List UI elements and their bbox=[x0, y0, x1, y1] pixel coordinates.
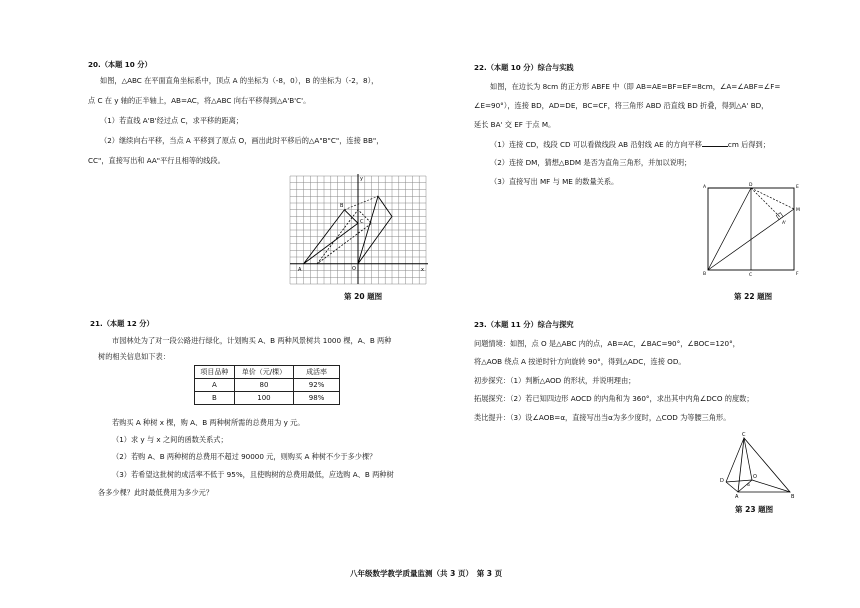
label-a-prime: A' bbox=[782, 221, 787, 226]
point-b-label: B bbox=[340, 203, 344, 209]
label-b: B bbox=[703, 272, 707, 277]
q23-intro1: 问题情境：如图，点 O 是△ABC 内的点，AB=AC，∠BAC=90°，∠BOC=120°， bbox=[474, 339, 740, 348]
q20-part2a: （2）继续向右平移，当点 A 平移到了原点 O，画出此时平移后的△A"B"C"，连接 BB"， bbox=[100, 136, 384, 145]
label-b: B bbox=[791, 494, 795, 500]
q22-caption: 第 22 题图 bbox=[734, 292, 773, 301]
label-e: E bbox=[796, 185, 799, 190]
q22-title: 22.（本题 10 分）综合与实践 bbox=[474, 63, 574, 72]
table-row bbox=[195, 392, 340, 405]
table-cell: A bbox=[195, 379, 235, 392]
table-cell: 100 bbox=[234, 392, 293, 405]
q21-line1: 市园林处为了对一段公路进行绿化，计划购买 A、B 两种风景树共 1000 棵，A、B 两种 bbox=[112, 336, 392, 345]
table-header: 成活率 bbox=[294, 366, 340, 379]
q20-part2b: CC"，直接写出和 AA"平行且相等的线段。 bbox=[88, 156, 225, 165]
label-m: M bbox=[796, 208, 800, 213]
q23-part2: 拓展探究：（2）若已知四边形 AOCD 的内角和为 360°，求出其中内角∠DCO 的度数； bbox=[474, 394, 754, 403]
q20-title: 20.（本题 10 分） bbox=[88, 60, 152, 69]
label-d: D bbox=[720, 478, 724, 484]
q21-title: 21.（本题 12 分） bbox=[90, 319, 154, 328]
q22-part2: （2）连接 DM，猜想△BDM 是否为直角三角形，并加以说明； bbox=[490, 158, 692, 167]
label-c: C bbox=[742, 432, 746, 438]
q20-line2: 点 C 在 y 轴的正半轴上，AB=AC，将△ABC 向右平移得到△A'B'C'。 bbox=[88, 96, 311, 105]
q21-part1: （1）求 y 与 x 之间的函数关系式； bbox=[112, 435, 228, 444]
q22-part1-b: cm 后得到； bbox=[727, 140, 770, 149]
q23-title: 23.（本题 11 分）综合与探究 bbox=[474, 320, 574, 329]
q20-part1: （1）若直线 A'B'经过点 C，求平移的距离； bbox=[100, 116, 243, 125]
label-d: D bbox=[749, 183, 753, 188]
label-o: O bbox=[753, 474, 757, 480]
table-header-row bbox=[195, 366, 340, 379]
table-header: 项目品种 bbox=[195, 366, 235, 379]
q20-line1: 如图，△ABC 在平面直角坐标系中，顶点 A 的坐标为（-8，0），B 的坐标为（-2，8）， bbox=[100, 76, 379, 85]
q21-part3b: 各多少棵？此时最低费用为多少元？ bbox=[98, 488, 214, 497]
q21-part3a: （3）若希望这批树的成活率不低于 95%，且使购树的总费用最低，应选购 A、B 两种树 bbox=[112, 470, 394, 479]
label-f: F bbox=[796, 272, 799, 277]
q22-part3: （3）直接写出 MF 与 ME 的数量关系。 bbox=[490, 177, 619, 186]
q21-tree-table bbox=[194, 365, 340, 405]
table-cell: 92% bbox=[294, 379, 340, 392]
q23-caption: 第 23 题图 bbox=[735, 505, 774, 514]
q21-line2: 树的相关信息如下表： bbox=[98, 352, 170, 361]
q23-part3: 类比提升：（3）设∠AOB=α，直接写出当α为多少度时，△COD 为等腰三角形。 bbox=[474, 413, 731, 422]
q20-grid-figure bbox=[290, 176, 430, 286]
q21-part2: （2）若购 A、B 两种树的总费用不超过 90000 元，则购买 A 种树不少于多少棵？ bbox=[112, 452, 377, 461]
table-cell: 98% bbox=[294, 392, 340, 405]
label-a: A bbox=[735, 494, 739, 500]
q22-line3: 延长 BA' 交 EF 于点 M。 bbox=[474, 120, 556, 129]
answer-blank bbox=[702, 139, 728, 147]
q22-square-figure bbox=[702, 182, 802, 278]
page-footer: 八年级数学教学质量监测（共 3 页） 第 3 页 bbox=[350, 569, 503, 578]
label-c: C bbox=[749, 273, 753, 278]
q22-line2: ∠E=90°），连接 BD，AD=DE，BC=CF，将三角形 ABD 沿直线 BD 折叠，得到△A' BD， bbox=[474, 101, 769, 110]
x-axis-label: x bbox=[421, 267, 424, 273]
q23-intro2: 将△AOB 绕点 A 按逆时针方向旋转 90°，得到△ADC，连接 OD。 bbox=[474, 357, 686, 366]
label-alpha: α bbox=[747, 483, 750, 488]
q22-part1-a: （1）连接 CD，线段 CD 可以看做线段 AB 沿射线 AE 的方向平移 bbox=[490, 140, 702, 149]
point-c-label: C bbox=[360, 219, 364, 225]
table-row bbox=[195, 379, 340, 392]
right-column bbox=[430, 0, 860, 608]
table-header: 单价（元/棵） bbox=[234, 366, 293, 379]
table-cell: 80 bbox=[234, 379, 293, 392]
q23-triangle-figure bbox=[720, 432, 800, 500]
origin-label: O bbox=[352, 266, 356, 272]
q21-setup: 若购买 A 种树 x 棵，购 A、B 两种树所需的总费用为 y 元。 bbox=[112, 418, 305, 427]
label-a: A bbox=[703, 185, 707, 190]
point-a-label: A bbox=[298, 267, 302, 273]
table-cell: B bbox=[195, 392, 235, 405]
q23-part1: 初步探究：（1）判断△AOD 的形状，并说明理由； bbox=[474, 376, 636, 385]
q22-line1: 如图，在边长为 8cm 的正方形 ABFE 中（即 AB=AE=BF=EF=8cm，∠A=∠ABF=∠F= bbox=[490, 82, 781, 91]
q22-part1 bbox=[490, 139, 770, 150]
q20-caption: 第 20 题图 bbox=[344, 292, 383, 301]
y-axis-label: y bbox=[360, 176, 363, 182]
